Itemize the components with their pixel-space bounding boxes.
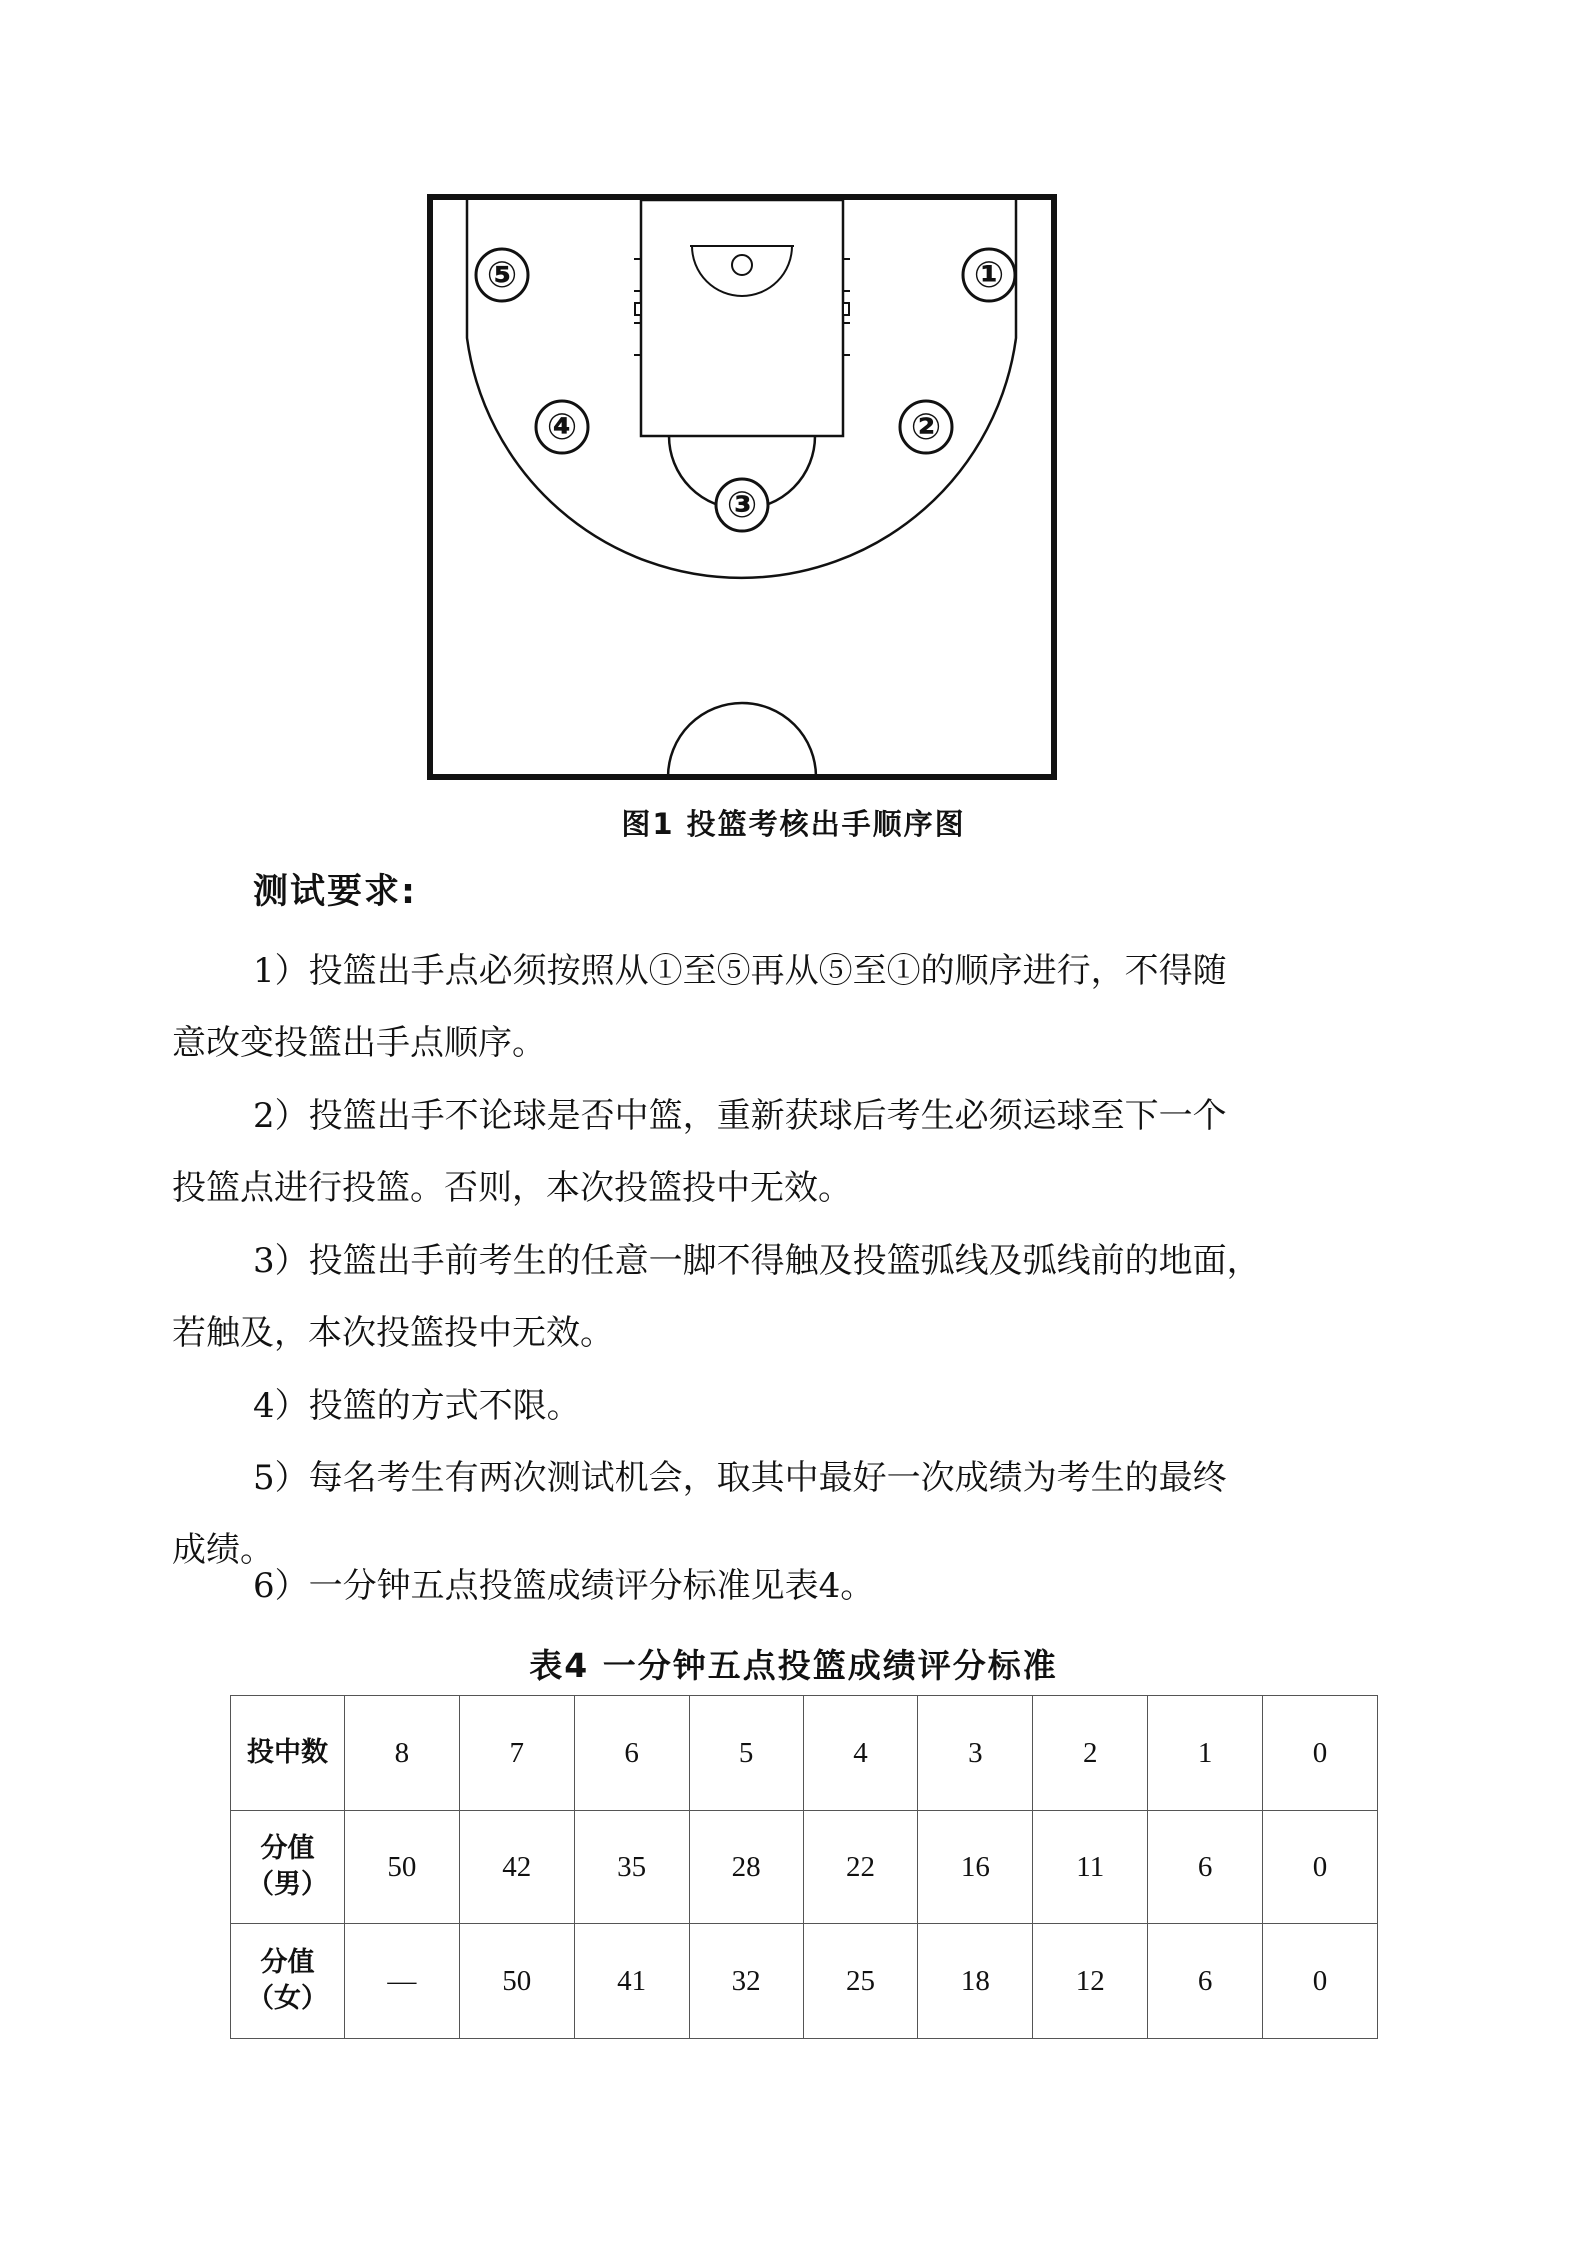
requirement-line: 3）投篮出手前考生的任意一脚不得触及投篮弧线及弧线前的地面， — [253, 1241, 1261, 1281]
table-cell: 8 — [344, 1696, 459, 1811]
table-cell: 50 — [344, 1811, 459, 1924]
shooting-spot-3 — [716, 479, 768, 531]
table-cell: 3 — [918, 1696, 1033, 1811]
free-throw-lane — [641, 200, 843, 436]
table-cell: 0 — [1263, 1924, 1378, 2039]
row-header-male-score — [231, 1811, 345, 1924]
table-cell: 25 — [803, 1924, 918, 2039]
table-row-female-score — [231, 1924, 1378, 2039]
table-cell: 50 — [459, 1924, 574, 2039]
requirement-item-1 — [172, 935, 1412, 1079]
table-row-male-score — [231, 1811, 1378, 1924]
court-diagram — [426, 193, 1058, 781]
table-cell: 6 — [574, 1696, 689, 1811]
table-cell: 0 — [1263, 1696, 1378, 1811]
table-cell: 1 — [1148, 1696, 1263, 1811]
row-header-text: 分值 — [260, 1833, 315, 1864]
requirement-line: 2）投篮出手不论球是否中篮，重新获球后考生必须运球至下一个 — [253, 1096, 1227, 1136]
table-cell: — — [344, 1924, 459, 2039]
table-row-made-count — [231, 1696, 1378, 1811]
shooting-spot-5 — [476, 249, 528, 301]
shooting-spot-1 — [963, 249, 1015, 301]
table-cell: 35 — [574, 1811, 689, 1924]
requirement-line: 5）每名考生有两次测试机会，取其中最好一次成绩为考生的最终 — [253, 1458, 1227, 1498]
row-header-text: 分值 — [260, 1947, 315, 1978]
table-cell: 6 — [1148, 1924, 1263, 2039]
spot-number: ② — [910, 407, 942, 448]
row-header-female-score — [231, 1924, 345, 2039]
row-header-text: 投中数 — [246, 1737, 328, 1768]
requirement-item-3 — [172, 1225, 1412, 1369]
requirement-item-2 — [172, 1080, 1412, 1224]
table-cell: 32 — [689, 1924, 803, 2039]
spot-number: ① — [973, 255, 1005, 296]
requirement-line: 投篮点进行投篮。否则，本次投篮投中无效。 — [172, 1168, 852, 1208]
table-cell: 7 — [459, 1696, 574, 1811]
row-header-subtext: （男） — [246, 1869, 328, 1900]
table-caption: 表4 一分钟五点投篮成绩评分标准 — [529, 1646, 1058, 1685]
table-cell: 5 — [689, 1696, 803, 1811]
row-header-subtext: （女） — [246, 1983, 328, 2014]
table-cell: 6 — [1148, 1811, 1263, 1924]
table-cell: 4 — [803, 1696, 918, 1811]
figure-caption: 图1 投篮考核出手顺序图 — [621, 807, 966, 841]
table-cell: 12 — [1033, 1924, 1148, 2039]
requirement-item-6 — [172, 1550, 1412, 1622]
requirement-line: 成绩。 — [172, 1530, 274, 1570]
requirement-line: 1）投篮出手点必须按照从①至⑤再从⑤至①的顺序进行，不得随 — [253, 951, 1227, 991]
table-cell: 11 — [1033, 1811, 1148, 1924]
requirement-line: 意改变投篮出手点顺序。 — [172, 1023, 546, 1063]
table-cell: 18 — [918, 1924, 1033, 2039]
table-cell: 16 — [918, 1811, 1033, 1924]
spot-number: ④ — [546, 407, 578, 448]
row-header-made-count — [231, 1696, 345, 1811]
spot-number: ⑤ — [486, 255, 518, 296]
requirement-line: 6）一分钟五点投篮成绩评分标准见表4。 — [253, 1566, 875, 1606]
table-cell: 28 — [689, 1811, 803, 1924]
requirement-line: 4）投篮的方式不限。 — [253, 1386, 581, 1426]
requirement-item-4 — [172, 1370, 1412, 1442]
lane-hash-marks — [634, 259, 850, 355]
table-cell: 41 — [574, 1924, 689, 2039]
section-heading: 测试要求: — [253, 872, 417, 912]
center-circle-half — [668, 703, 816, 777]
shooting-spot-4 — [536, 401, 588, 453]
table-cell: 42 — [459, 1811, 574, 1924]
table-cell: 2 — [1033, 1696, 1148, 1811]
spot-number: ③ — [726, 485, 758, 526]
basket-ring — [732, 255, 752, 275]
requirement-line: 若触及，本次投篮投中无效。 — [172, 1313, 614, 1353]
score-table — [230, 1695, 1378, 2039]
shooting-spot-2 — [900, 401, 952, 453]
table-cell: 0 — [1263, 1811, 1378, 1924]
table-cell: 22 — [803, 1811, 918, 1924]
restricted-area-arc — [692, 246, 792, 296]
